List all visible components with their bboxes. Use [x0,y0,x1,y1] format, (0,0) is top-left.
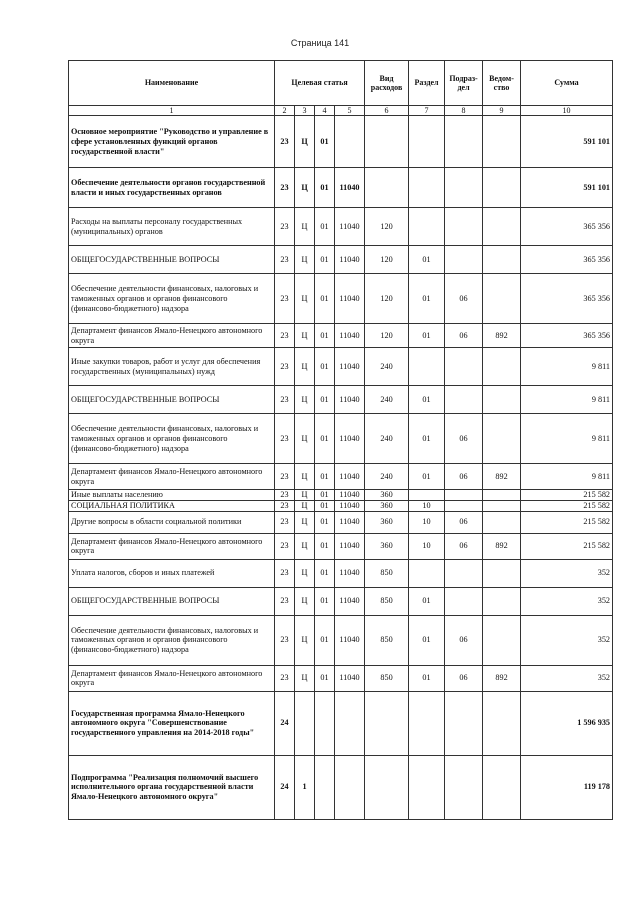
table-row [69,587,613,615]
column-number: 2 [275,106,295,116]
row-vedomstvo [483,348,521,386]
row-program: 23 [275,615,295,665]
column-number: 10 [521,106,613,116]
row-item-code: 11040 [335,511,365,533]
row-podrazdel: 06 [445,414,483,464]
row-razdel: 10 [409,533,445,559]
row-item: 01 [315,274,335,324]
row-item: 01 [315,246,335,274]
header-vedomstvo: Ведом-ство [483,61,521,106]
row-vid [365,168,409,208]
row-direction: Ц [295,464,315,490]
row-podrazdel [445,490,483,501]
row-program: 24 [275,691,295,755]
row-name: Иные закупки товаров, работ и услуг для обеспечения государственных (муниципальных) нужд [69,348,275,386]
row-vedomstvo [483,587,521,615]
row-vedomstvo [483,168,521,208]
row-name: Департамент финансов Ямало-Ненецкого автономного округа [69,533,275,559]
row-vid: 360 [365,533,409,559]
row-podrazdel: 06 [445,324,483,348]
row-name: ОБЩЕГОСУДАРСТВЕННЫЕ ВОПРОСЫ [69,587,275,615]
row-vedomstvo [483,490,521,501]
row-vedomstvo: 892 [483,324,521,348]
row-direction: Ц [295,386,315,414]
row-summa: 9 811 [521,386,613,414]
row-item-code: 11040 [335,208,365,246]
table-row [69,116,613,168]
row-vedomstvo [483,511,521,533]
row-razdel [409,755,445,819]
row-item: 01 [315,559,335,587]
row-podrazdel: 06 [445,533,483,559]
row-name: ОБЩЕГОСУДАРСТВЕННЫЕ ВОПРОСЫ [69,386,275,414]
table-row [69,464,613,490]
row-vid: 360 [365,511,409,533]
row-summa: 352 [521,587,613,615]
row-program: 24 [275,755,295,819]
row-vid: 240 [365,386,409,414]
header-name: Наименование [69,61,275,106]
row-name: Другие вопросы в области социальной политики [69,511,275,533]
row-razdel [409,208,445,246]
row-item: 01 [315,501,335,512]
row-item: 01 [315,587,335,615]
row-summa: 215 582 [521,511,613,533]
row-program: 23 [275,490,295,501]
row-vedomstvo [483,274,521,324]
row-direction: Ц [295,587,315,615]
row-direction: Ц [295,274,315,324]
row-direction: Ц [295,501,315,512]
column-number: 1 [69,106,275,116]
row-vedomstvo [483,386,521,414]
row-podrazdel [445,755,483,819]
table-row [69,168,613,208]
row-direction: Ц [295,559,315,587]
row-podrazdel: 06 [445,511,483,533]
row-item-code: 11040 [335,348,365,386]
row-vedomstvo: 892 [483,533,521,559]
row-item: 01 [315,490,335,501]
row-item-code: 11040 [335,490,365,501]
column-number: 4 [315,106,335,116]
row-program: 23 [275,348,295,386]
row-vid: 240 [365,348,409,386]
table-row [69,755,613,819]
row-item-code [335,691,365,755]
row-razdel [409,691,445,755]
row-razdel: 10 [409,501,445,512]
row-vid: 360 [365,501,409,512]
row-vedomstvo [483,559,521,587]
row-item-code: 11040 [335,464,365,490]
row-summa: 365 356 [521,246,613,274]
row-summa: 9 811 [521,414,613,464]
row-program: 23 [275,511,295,533]
row-razdel: 01 [409,274,445,324]
row-podrazdel: 06 [445,615,483,665]
row-podrazdel [445,116,483,168]
table-row [69,274,613,324]
table-row [69,533,613,559]
row-name: Уплата налогов, сборов и иных платежей [69,559,275,587]
row-podrazdel: 06 [445,665,483,691]
row-direction: Ц [295,615,315,665]
row-item: 01 [315,168,335,208]
row-item-code [335,755,365,819]
row-vedomstvo: 892 [483,464,521,490]
table-row [69,559,613,587]
table-row [69,386,613,414]
column-number: 8 [445,106,483,116]
column-number: 5 [335,106,365,116]
table-row [69,511,613,533]
row-vid [365,116,409,168]
column-number: 9 [483,106,521,116]
table-row [69,348,613,386]
row-item-code: 11040 [335,274,365,324]
table-row [69,615,613,665]
row-vid: 120 [365,274,409,324]
table-row [69,324,613,348]
row-program: 23 [275,464,295,490]
row-vid: 850 [365,615,409,665]
row-vedomstvo [483,208,521,246]
row-program: 23 [275,208,295,246]
row-vid [365,755,409,819]
row-razdel: 01 [409,615,445,665]
row-direction: Ц [295,116,315,168]
row-vedomstvo [483,116,521,168]
row-item-code: 11040 [335,324,365,348]
row-item: 01 [315,464,335,490]
row-vid: 850 [365,665,409,691]
row-item: 01 [315,414,335,464]
row-direction: Ц [295,348,315,386]
row-vid [365,691,409,755]
row-item-code [335,116,365,168]
row-direction: Ц [295,324,315,348]
row-vid: 850 [365,587,409,615]
row-item: 01 [315,511,335,533]
row-razdel [409,168,445,208]
row-program: 23 [275,246,295,274]
row-podrazdel [445,386,483,414]
row-program: 23 [275,324,295,348]
row-podrazdel [445,246,483,274]
column-number: 7 [409,106,445,116]
row-vid: 850 [365,559,409,587]
row-direction: Ц [295,246,315,274]
row-item: 01 [315,208,335,246]
row-item-code: 11040 [335,665,365,691]
row-vedomstvo [483,246,521,274]
row-name: Расходы на выплаты персоналу государственных (муниципальных) органов [69,208,275,246]
table-row [69,208,613,246]
row-podrazdel [445,348,483,386]
table-row [69,246,613,274]
row-razdel: 01 [409,386,445,414]
row-direction: 1 [295,755,315,819]
column-number: 6 [365,106,409,116]
row-summa: 119 178 [521,755,613,819]
row-vid: 120 [365,208,409,246]
row-name: Обеспечение деятельности финансовых, налоговых и таможенных органов и органов финансового (финансово-бюджетного) надзора [69,274,275,324]
table-row [69,490,613,501]
row-item-code: 11040 [335,559,365,587]
row-vid: 120 [365,324,409,348]
row-summa: 215 582 [521,501,613,512]
row-program: 23 [275,274,295,324]
row-podrazdel [445,587,483,615]
table-row [69,691,613,755]
row-razdel [409,116,445,168]
row-name: Департамент финансов Ямало-Ненецкого автономного округа [69,464,275,490]
row-podrazdel [445,208,483,246]
row-razdel: 01 [409,414,445,464]
row-vedomstvo [483,615,521,665]
row-item-code: 11040 [335,386,365,414]
row-direction: Ц [295,168,315,208]
row-razdel [409,348,445,386]
row-summa: 352 [521,559,613,587]
row-razdel [409,559,445,587]
row-podrazdel [445,168,483,208]
row-program: 23 [275,116,295,168]
row-vid: 120 [365,246,409,274]
row-item: 01 [315,386,335,414]
row-item [315,691,335,755]
row-program: 23 [275,559,295,587]
row-name: СОЦИАЛЬНАЯ ПОЛИТИКА [69,501,275,512]
row-name: Департамент финансов Ямало-Ненецкого автономного округа [69,324,275,348]
row-summa: 352 [521,615,613,665]
row-direction: Ц [295,533,315,559]
row-program: 23 [275,386,295,414]
row-razdel [409,490,445,501]
row-direction [295,691,315,755]
row-name: Основное мероприятие "Руководство и управление в сфере установленных функций органов государственной власти" [69,116,275,168]
row-name: Обеспечение деятельности органов государственной власти и иных государственных органов [69,168,275,208]
row-item-code: 11040 [335,414,365,464]
table-header-row [69,61,613,106]
row-item: 01 [315,665,335,691]
row-item-code: 11040 [335,246,365,274]
row-summa: 365 356 [521,324,613,348]
row-vid: 240 [365,414,409,464]
row-vedomstvo [483,755,521,819]
row-summa: 215 582 [521,490,613,501]
row-podrazdel [445,501,483,512]
row-program: 23 [275,665,295,691]
row-program: 23 [275,501,295,512]
row-item: 01 [315,615,335,665]
row-item-code: 11040 [335,168,365,208]
row-razdel: 01 [409,246,445,274]
row-podrazdel: 06 [445,464,483,490]
table-row [69,665,613,691]
header-vid: Вид расходов [365,61,409,106]
row-podrazdel [445,691,483,755]
row-vedomstvo [483,414,521,464]
row-item-code: 11040 [335,615,365,665]
row-item-code: 11040 [335,501,365,512]
row-summa: 365 356 [521,274,613,324]
row-item: 01 [315,324,335,348]
row-razdel: 10 [409,511,445,533]
row-summa: 365 356 [521,208,613,246]
header-target: Целевая статья [275,61,365,106]
row-razdel: 01 [409,324,445,348]
row-vid: 360 [365,490,409,501]
header-podrazdel: Подраз-дел [445,61,483,106]
row-summa: 352 [521,665,613,691]
row-vedomstvo: 892 [483,665,521,691]
table-row [69,414,613,464]
table-row [69,501,613,512]
budget-table [68,60,613,820]
row-item: 01 [315,116,335,168]
row-name: Обеспечение деятельности финансовых, налоговых и таможенных органов и органов финансового (финансово-бюджетного) надзора [69,414,275,464]
row-item [315,755,335,819]
row-razdel: 01 [409,587,445,615]
row-item: 01 [315,348,335,386]
row-direction: Ц [295,414,315,464]
row-program: 23 [275,168,295,208]
column-number: 3 [295,106,315,116]
header-summa: Сумма [521,61,613,106]
row-direction: Ц [295,208,315,246]
column-number-row [69,106,613,116]
header-razdel: Раздел [409,61,445,106]
row-podrazdel: 06 [445,274,483,324]
row-razdel: 01 [409,464,445,490]
row-name: Подпрограмма "Реализация полномочий высшего исполнительного органа государственной власти Ямало-Ненецкого автономного округа" [69,755,275,819]
row-direction: Ц [295,665,315,691]
row-name: Иные выплаты населению [69,490,275,501]
row-direction: Ц [295,490,315,501]
row-item-code: 11040 [335,587,365,615]
row-razdel: 01 [409,665,445,691]
row-vedomstvo [483,501,521,512]
row-summa: 9 811 [521,348,613,386]
row-summa: 215 582 [521,533,613,559]
row-program: 23 [275,414,295,464]
row-direction: Ц [295,511,315,533]
row-summa: 591 101 [521,168,613,208]
row-item: 01 [315,533,335,559]
row-summa: 9 811 [521,464,613,490]
row-name: ОБЩЕГОСУДАРСТВЕННЫЕ ВОПРОСЫ [69,246,275,274]
row-podrazdel [445,559,483,587]
row-name: Обеспечение деятельности финансовых, налоговых и таможенных органов и органов финансового (финансово-бюджетного) надзора [69,615,275,665]
row-vedomstvo [483,691,521,755]
row-vid: 240 [365,464,409,490]
row-name: Государственная программа Ямало-Ненецкого автономного округа "Совершенствование государственного управления на 2014-2018 годы" [69,691,275,755]
row-item-code: 11040 [335,533,365,559]
row-summa: 591 101 [521,116,613,168]
row-program: 23 [275,533,295,559]
row-name: Департамент финансов Ямало-Ненецкого автономного округа [69,665,275,691]
row-summa: 1 596 935 [521,691,613,755]
page-number: Страница 141 [290,38,350,48]
row-program: 23 [275,587,295,615]
